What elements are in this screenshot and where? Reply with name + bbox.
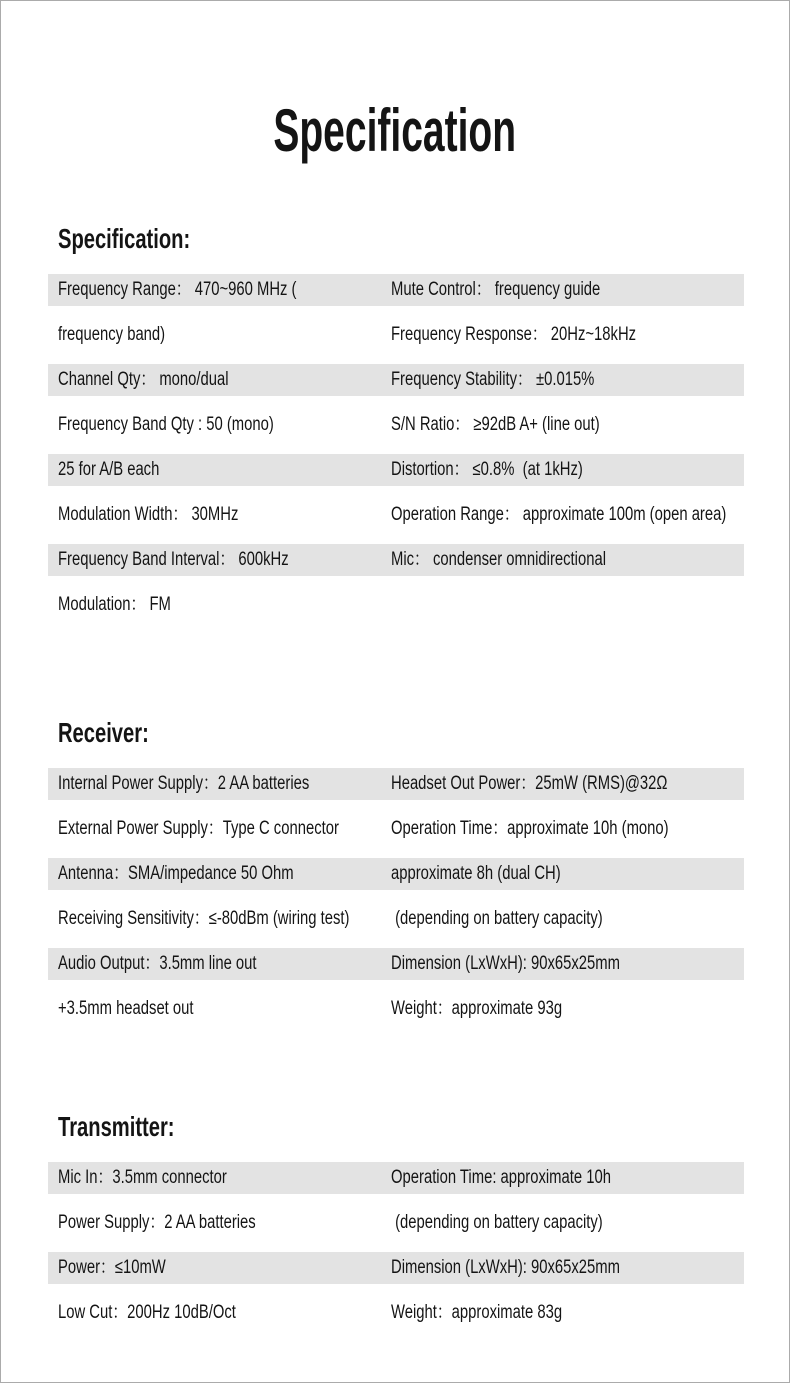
spec-cell-text: Mute Control： frequency guide xyxy=(391,279,601,300)
spec-row xyxy=(48,858,744,890)
section-specification-heading xyxy=(58,222,789,256)
spec-cell-text: External Power Supply：Type C connector xyxy=(58,818,339,839)
section-heading-text: Specification: xyxy=(58,223,191,254)
receiver-table xyxy=(48,768,744,1025)
spec-cell-right xyxy=(391,1297,744,1329)
spec-cell-right xyxy=(391,903,744,935)
spec-cell-right xyxy=(391,454,744,486)
spec-cell-text: Frequency Range： 470~960 MHz ( xyxy=(58,279,297,300)
spec-row xyxy=(48,589,744,621)
spec-cell-right xyxy=(391,319,744,351)
spec-cell-text: 25 for A/B each xyxy=(58,459,160,480)
spec-cell-text: Receiving Sensitivity：≤-80dBm (wiring test) xyxy=(58,908,350,929)
spec-cell-left xyxy=(48,274,391,306)
spec-cell-right xyxy=(391,948,744,980)
spec-cell-left xyxy=(48,319,391,351)
spec-cell-right xyxy=(391,499,790,531)
spec-cell-text: Low Cut：200Hz 10dB/Oct xyxy=(58,1302,236,1323)
spec-cell-text: Weight：approximate 93g xyxy=(391,998,563,1019)
spec-cell-right xyxy=(391,274,744,306)
page-title xyxy=(1,99,789,163)
spec-cell-right xyxy=(391,993,744,1025)
spec-cell-left xyxy=(48,544,391,576)
spec-row xyxy=(48,364,744,396)
spec-row xyxy=(48,768,744,800)
spec-row xyxy=(48,454,744,486)
spec-cell-right xyxy=(391,768,745,800)
spec-cell-left xyxy=(48,948,391,980)
spec-row xyxy=(48,903,744,935)
spec-cell-left xyxy=(48,993,391,1025)
spec-cell-text: Power Supply：2 AA batteries xyxy=(58,1212,256,1233)
spec-row xyxy=(48,1162,744,1194)
page-title-text: Specification xyxy=(273,97,517,164)
section-transmitter xyxy=(1,1110,789,1342)
spec-cell-text: Distortion： ≤0.8% (at 1kHz) xyxy=(391,459,583,480)
spec-cell-left xyxy=(48,589,391,621)
spec-cell-left xyxy=(48,1297,391,1329)
spec-row xyxy=(48,409,744,441)
spec-row xyxy=(48,993,744,1025)
spec-cell-text: Channel Qty： mono/dual xyxy=(58,369,229,390)
spec-cell-left xyxy=(48,903,391,935)
spec-row xyxy=(48,1207,744,1239)
transmitter-table xyxy=(48,1162,744,1329)
spec-cell-left xyxy=(48,1162,391,1194)
spec-cell-text: (depending on battery capacity) xyxy=(391,908,603,929)
spec-cell-left xyxy=(48,1252,391,1284)
spec-cell-text: Headset Out Power：25mW (RMS)@32Ω xyxy=(391,773,668,794)
spec-row xyxy=(48,499,744,531)
spec-cell-text: Modulation Width： 30MHz xyxy=(58,504,239,525)
spec-cell-left xyxy=(48,1207,391,1239)
spec-cell-text: Mic： condenser omnidirectional xyxy=(391,549,606,570)
spec-cell-left xyxy=(48,409,391,441)
section-receiver xyxy=(1,716,789,1038)
spec-row xyxy=(48,274,744,306)
spec-cell-right xyxy=(391,364,744,396)
spec-cell-text: Weight：approximate 83g xyxy=(391,1302,563,1323)
spec-cell-right xyxy=(391,1252,744,1284)
spec-cell-text: Power：≤10mW xyxy=(58,1257,166,1278)
spec-cell-text: Frequency Stability： ±0.015% xyxy=(391,369,595,390)
spec-cell-text: Operation Range： approximate 100m (open area) xyxy=(391,504,727,525)
spec-cell-text: Operation Time：approximate 10h (mono) xyxy=(391,818,669,839)
spec-cell-right xyxy=(391,596,744,614)
spec-cell-right xyxy=(391,858,744,890)
spec-row xyxy=(48,1252,744,1284)
spec-cell-left xyxy=(48,813,391,845)
spec-row xyxy=(48,813,744,845)
spec-cell-text: Frequency Band Qty : 50 (mono) xyxy=(58,414,274,435)
spec-cell-text: (depending on battery capacity) xyxy=(391,1212,603,1233)
spec-cell-text: Dimension (LxWxH): 90x65x25mm xyxy=(391,953,620,974)
spec-cell-left xyxy=(48,364,391,396)
spec-cell-left xyxy=(48,858,391,890)
section-heading-text: Transmitter: xyxy=(58,1111,175,1142)
spec-cell-right xyxy=(391,1207,744,1239)
section-heading-text: Receiver: xyxy=(58,717,149,748)
spec-cell-left xyxy=(48,499,391,531)
spec-cell-right xyxy=(391,544,744,576)
specification-table xyxy=(48,274,744,621)
spec-row xyxy=(48,544,744,576)
spec-cell-right xyxy=(391,409,744,441)
spec-cell-text: frequency band) xyxy=(58,324,166,345)
spec-cell-text: Dimension (LxWxH): 90x65x25mm xyxy=(391,1257,620,1278)
section-specification xyxy=(1,222,789,634)
spec-row xyxy=(48,319,744,351)
spec-cell-text: Mic In：3.5mm connector xyxy=(58,1167,227,1188)
spec-cell-text: approximate 8h (dual CH) xyxy=(391,863,561,884)
spec-cell-left xyxy=(48,768,391,800)
section-receiver-heading xyxy=(58,716,789,750)
spec-cell-right xyxy=(391,813,747,845)
spec-cell-text: Audio Output：3.5mm line out xyxy=(58,953,257,974)
spec-cell-text: Modulation： FM xyxy=(58,594,171,615)
spec-cell-text: Antenna：SMA/impedance 50 Ohm xyxy=(58,863,294,884)
spec-cell-text: +3.5mm headset out xyxy=(58,998,194,1019)
spec-row xyxy=(48,1297,744,1329)
spec-row xyxy=(48,948,744,980)
spec-cell-text: Operation Time: approximate 10h xyxy=(391,1167,611,1188)
spec-cell-right xyxy=(391,1162,744,1194)
spec-cell-text: Frequency Band Interval： 600kHz xyxy=(58,549,289,570)
spec-cell-text: Internal Power Supply：2 AA batteries xyxy=(58,773,310,794)
spec-cell-text: Frequency Response： 20Hz~18kHz xyxy=(391,324,637,345)
spec-cell-left xyxy=(48,454,391,486)
section-transmitter-heading xyxy=(58,1110,789,1144)
spec-cell-text: S/N Ratio： ≥92dB A+ (line out) xyxy=(391,414,600,435)
